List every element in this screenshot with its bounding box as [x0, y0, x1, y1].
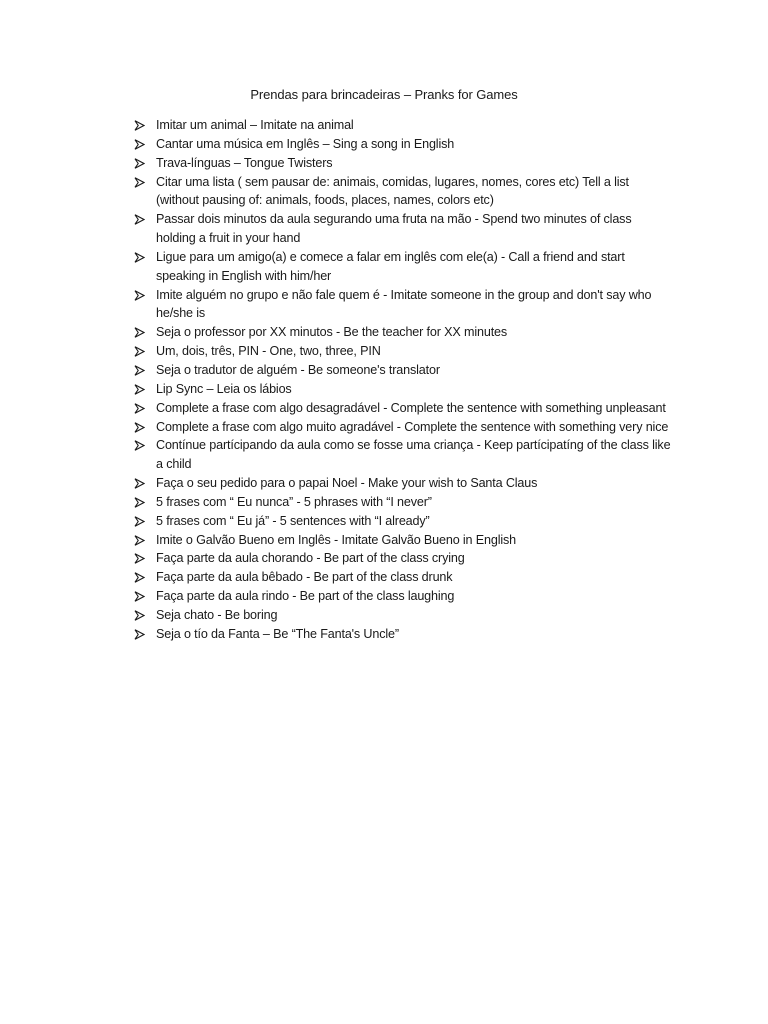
arrowhead-bullet-icon: [134, 625, 148, 644]
list-item: [134, 323, 674, 342]
list-item: [134, 380, 674, 399]
list-item: [134, 606, 674, 625]
list-item: [134, 568, 674, 587]
arrowhead-bullet-icon: [134, 248, 148, 267]
list-item-text: Seja chato - Be boring: [156, 607, 278, 622]
list-item: [134, 154, 674, 173]
arrowhead-bullet-icon: [134, 286, 148, 305]
list-item-text: Seja o tradutor de alguém - Be someone's translator: [156, 362, 440, 377]
list-item-text: Faça parte da aula chorando - Be part of the class crying: [156, 551, 465, 566]
arrowhead-bullet-icon: [134, 606, 148, 625]
list-item-text: Cantar uma música em Inglês – Sing a song in English: [156, 136, 455, 151]
list-item: [134, 399, 674, 418]
pranks-list: [134, 116, 674, 644]
list-item-text: Faça o seu pedido para o papai Noel - Make your wish to Santa Claus: [156, 476, 538, 491]
arrowhead-bullet-icon: [134, 116, 148, 135]
list-item: [134, 286, 674, 324]
list-item: [134, 587, 674, 606]
arrowhead-bullet-icon: [134, 436, 148, 455]
arrowhead-bullet-icon: [134, 568, 148, 587]
list-item-text: Faça parte da aula bêbado - Be part of the class drunk: [156, 570, 453, 585]
list-item-text: Imitar um animal – Imitate na animal: [156, 118, 354, 132]
list-item-text: Lip Sync – Leia os lábios: [156, 381, 292, 396]
list-item-text: Faça parte da aula rindo - Be part of the class laughing: [156, 589, 455, 604]
list-item-text: Trava-línguas – Tongue Twisters: [156, 155, 333, 170]
list-item-text: Complete a frase com algo desagradável - Complete the sentence with something unpleasant: [156, 400, 666, 415]
list-item-text: Seja o tío da Fanta – Be “The Fanta's Uncle”: [156, 626, 399, 641]
list-item-text: Imite o Galvão Bueno em Inglês - Imitate Galvão Bueno in English: [156, 532, 517, 547]
arrowhead-bullet-icon: [134, 342, 148, 361]
arrowhead-bullet-icon: [134, 154, 148, 173]
arrowhead-bullet-icon: [134, 210, 148, 229]
list-item-text: 5 frases com “ Eu já” - 5 sentences with “I already”: [156, 513, 430, 528]
list-item: [134, 474, 674, 493]
list-item: [134, 116, 674, 135]
list-item-text: Complete a frase com algo muito agradável - Complete the sentence with something very nice: [156, 419, 669, 434]
list-item: [134, 342, 674, 361]
list-item-text: 5 frases com “ Eu nunca” - 5 phrases with “I never”: [156, 494, 432, 509]
document-title: Prendas para brincadeiras – Pranks for Games: [250, 87, 518, 102]
arrowhead-bullet-icon: [134, 512, 148, 531]
arrowhead-bullet-icon: [134, 493, 148, 512]
arrowhead-bullet-icon: [134, 531, 148, 550]
list-item-text: Seja o professor por XX minutos - Be the teacher for XX minutes: [156, 325, 508, 340]
arrowhead-bullet-icon: [134, 549, 148, 568]
arrowhead-bullet-icon: [134, 587, 148, 606]
list-item: [134, 173, 674, 211]
list-item: [134, 436, 674, 474]
list-item: [134, 135, 674, 154]
arrowhead-bullet-icon: [134, 323, 148, 342]
arrowhead-bullet-icon: [134, 135, 148, 154]
arrowhead-bullet-icon: [134, 361, 148, 380]
list-item: [134, 248, 674, 286]
list-item: [134, 531, 674, 550]
list-item: [134, 549, 674, 568]
list-item: [134, 210, 674, 248]
list-item: [134, 418, 674, 437]
list-item: [134, 512, 674, 531]
arrowhead-bullet-icon: [134, 173, 148, 192]
arrowhead-bullet-icon: [134, 418, 148, 437]
list-item-text: Imite alguém no grupo e não fale quem é - Imitate someone in the group and don't say who he/she is: [156, 287, 652, 321]
list-item-text: Um, dois, três, PIN - One, two, three, PIN: [156, 344, 381, 359]
list-item-text: Ligue para um amigo(a) e comece a falar em inglês com ele(a) - Call a friend and start speaking in English with him/her: [156, 249, 625, 283]
list-item-text: Citar uma lista ( sem pausar de: animais, comidas, lugares, nomes, cores etc) Tell a list (without pausing of: animals, foods, places, names, colors etc): [156, 174, 629, 208]
arrowhead-bullet-icon: [134, 474, 148, 493]
arrowhead-bullet-icon: [134, 399, 148, 418]
list-item: [134, 361, 674, 380]
list-item-text: Contínue partícipando da aula como se fosse uma criança - Keep partícipatíng of the class like a child: [156, 438, 671, 472]
list-item-text: Passar dois minutos da aula segurando uma fruta na mão - Spend two minutes of class holding a fruit in your hand: [156, 212, 632, 246]
arrowhead-bullet-icon: [134, 380, 148, 399]
list-item: [134, 625, 674, 644]
list-item: [134, 493, 674, 512]
